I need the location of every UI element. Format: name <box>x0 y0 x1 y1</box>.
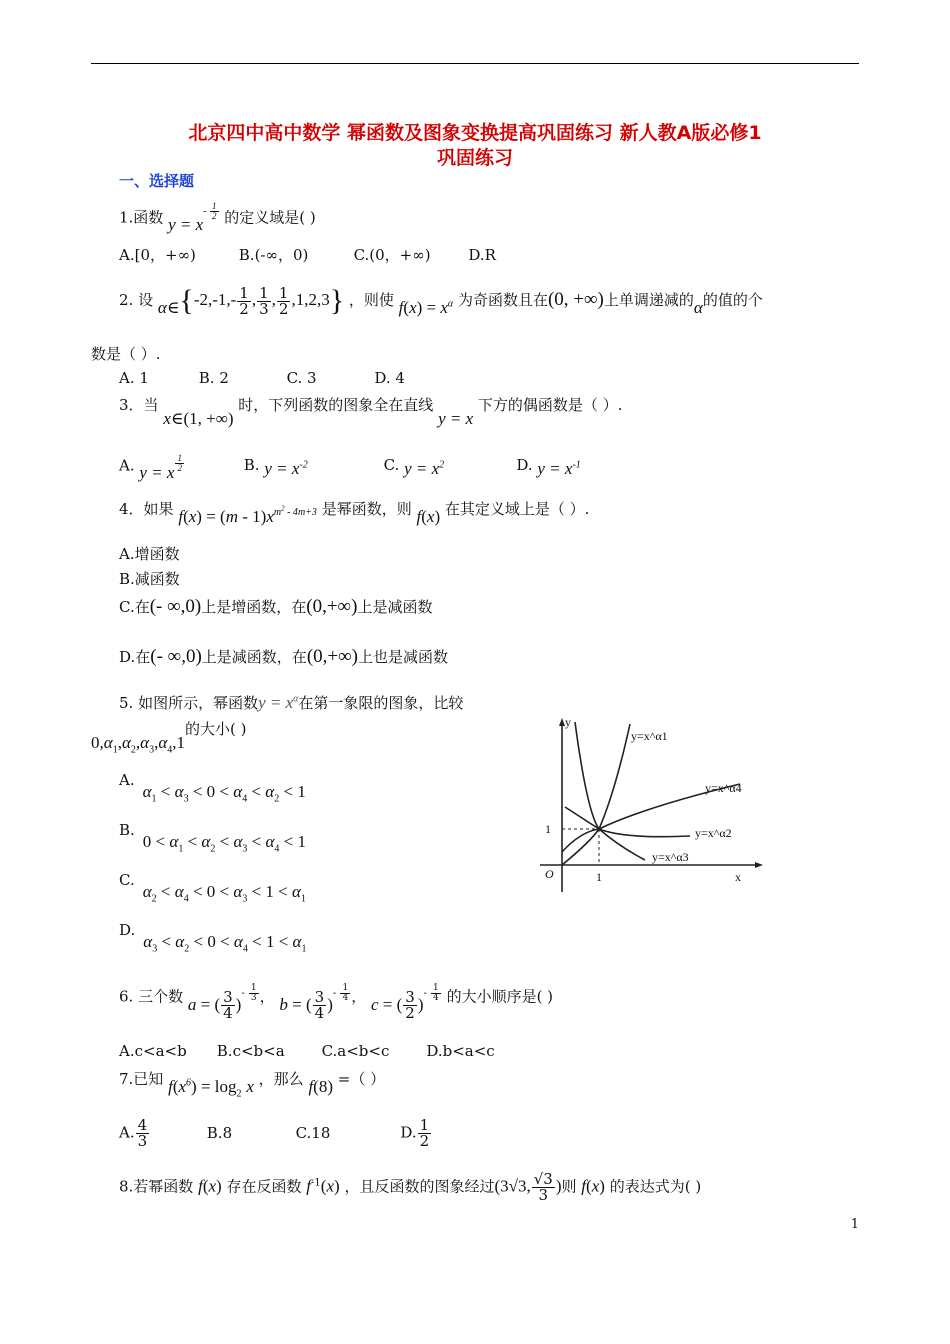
question-5-option-a: $A.\alpha_1 < \alpha_3 < 0 < \alpha_4 < \alpha_2 < 1$ <box>119 771 306 805</box>
question-4-option-b: B.减函数 <box>119 570 180 588</box>
curve-alpha1 <box>562 724 630 865</box>
question-5-option-b: $B.0 < \alpha_1 < \alpha_2 < \alpha_3 < \alpha_4 < 1$ <box>119 821 307 855</box>
question-1: 1.函数 $y = x^{- \frac{1}{2}}$ 的定义域是( ) <box>119 201 316 235</box>
question-4-option-c: C.在(- ∞,0)上是增函数，在(0,+∞)上是减函数 <box>119 596 433 617</box>
question-3-options: A. y = x $^{\frac{1}{2}}$ B. $y = x^{-2}$ C. $y = x^2$ D. $y = x^{-1}$ <box>119 453 581 483</box>
question-6-options: A.c<a<b B.c<b<a C.a<b<c D.b<a<c <box>119 1042 495 1060</box>
graph-one-x: 1 <box>596 870 602 884</box>
question-1-options: A.[0，+∞) B.(-∞，0) C.(0，+∞) D.R <box>119 246 496 264</box>
question-2: 2. 设 α∈{-2,-1,- $\frac{1}{2}$ , $\frac{1}{3}$ , $\frac{1}{2}$ ,1,2,3} ，则使 $f(x) = x^\alpha$ 为奇函数且在(0, +∞)上单调递减的α的值的个 <box>119 283 763 318</box>
graph-one-y: 1 <box>545 822 551 836</box>
question-2-options: A. 1 B. 2 C. 3 D. 4 <box>119 369 405 387</box>
question-4-option-d: D.在(- ∞,0)上是减函数，在(0,+∞)上也是减函数 <box>119 646 448 667</box>
graph-origin: O <box>545 867 554 881</box>
question-5-cont: $0,\alpha_1,\alpha_2,\alpha_3,\alpha_4,1$的大小( ) <box>91 720 247 756</box>
page-title: 北京四中高中数学 幂函数及图象变换提高巩固练习 新人教A版必修1 <box>188 122 762 144</box>
section-heading: 一、选择题 <box>119 172 195 190</box>
page-subtitle: 巩固练习 <box>436 147 513 169</box>
graph-y-label: y <box>565 715 571 729</box>
curve-label-alpha3: y=x^α3 <box>652 850 689 864</box>
curve-label-alpha1: y=x^α1 <box>631 729 668 743</box>
power-function-graph <box>535 712 765 902</box>
question-5-option-c: $C.\alpha_2 < \alpha_4 < 0 < \alpha_3 < 1 < \alpha_1$ <box>119 871 306 905</box>
page-number: 1 <box>850 1217 859 1232</box>
question-7-options: A. $\frac{4}{3}$ B.8 C.18 D. $\frac{1}{2}$ <box>119 1116 430 1150</box>
question-2-cont: 数是（ ）. <box>91 345 161 363</box>
question-7: 7.已知 $f(x^6) = \log_2 x$ ，那么 f(8) =（ ） <box>119 1070 386 1100</box>
graph-x-label: x <box>735 870 741 884</box>
question-8: 8.若幂函数 f(x) 存在反函数 $f^{-1}(x)$ ，且反函数的图象经过(3√3, $\frac{√3}{3}$ )则 f(x) 的表达式为( ) <box>119 1170 702 1204</box>
question-5: 5. 如图所示，幂函数$y = x^\alpha$在第一象限的图象，比较 <box>119 693 464 712</box>
question-4-option-a: A.增函数 <box>119 545 180 563</box>
question-3: 3．当 x∈(1, +∞) 时，下列函数的图象全在直线 y = x 下方的偶函数是（ ）. <box>119 396 623 428</box>
question-4: 4．如果 $f(x) = (m - 1)x^{m^2 - 4m+3}$ 是幂函数，则 f(x) 在其定义域上是（ ）. <box>119 499 590 526</box>
curve-label-alpha2: y=x^α2 <box>695 826 732 840</box>
question-5-option-d: $D.\alpha_3 < \alpha_2 < 0 < \alpha_4 < 1 < \alpha_1$ <box>119 921 307 955</box>
x-axis-arrow <box>755 862 763 868</box>
header-rule <box>91 63 859 64</box>
curve-label-alpha4: y=x^α4 <box>705 781 742 795</box>
question-6: 6. 三个数 a = ( $\frac{3}{4}$ )$^{- \frac{1}{3}}$ ， b = ( $\frac{3}{4}$ )$^{- \frac{1}{4}}$ ， c = ( $\frac{3}{2}$ )$^{- \frac{1}{4}}$ 的大小顺序是( ) <box>119 982 554 1022</box>
